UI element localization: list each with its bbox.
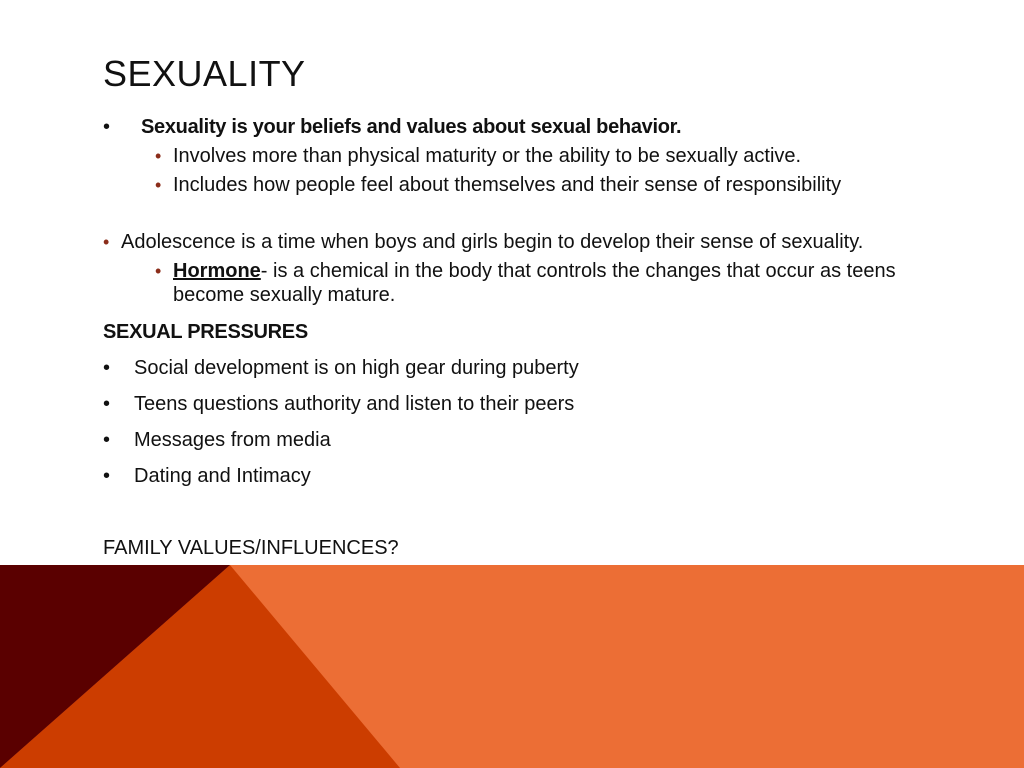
hormone-definition	[173, 259, 913, 307]
hormone-term: Hormone	[173, 260, 261, 282]
pressures-heading: SEXUAL PRESSURES	[103, 321, 308, 343]
bullet-marker: •	[103, 357, 111, 379]
definition-text: Sexuality is your beliefs and values about sexual behavior.	[141, 116, 682, 138]
sub-bullet-marker: •	[155, 261, 162, 281]
slide-title: SEXUALITY	[103, 53, 306, 94]
bullet-marker: •	[103, 393, 111, 415]
pressure-item: Dating and Intimacy	[134, 465, 311, 487]
bullet-marker: •	[103, 116, 111, 138]
bullet-marker: •	[103, 465, 111, 487]
pressure-item: Teens questions authority and listen to their peers	[134, 393, 575, 415]
bullet-marker: •	[103, 429, 111, 451]
hormone-description: - is a chemical in the body that controls the changes that occur as teens become sexually mature.	[173, 260, 896, 306]
sub-bullet-marker: •	[155, 146, 162, 166]
family-values-text: FAMILY VALUES/INFLUENCES?	[103, 537, 399, 559]
bullet-marker: •	[103, 232, 110, 252]
definition-point: Involves more than physical maturity or the ability to be sexually active.	[173, 145, 802, 167]
decorative-footer-band	[0, 565, 1024, 768]
definition-point: Includes how people feel about themselves and their sense of responsibility	[173, 174, 842, 196]
sub-bullet-marker: •	[155, 175, 162, 195]
adolescence-text: Adolescence is a time when boys and girls begin to develop their sense of sexuality.	[121, 231, 864, 253]
pressure-item: Messages from media	[134, 429, 331, 451]
pressure-item: Social development is on high gear during puberty	[134, 357, 579, 379]
